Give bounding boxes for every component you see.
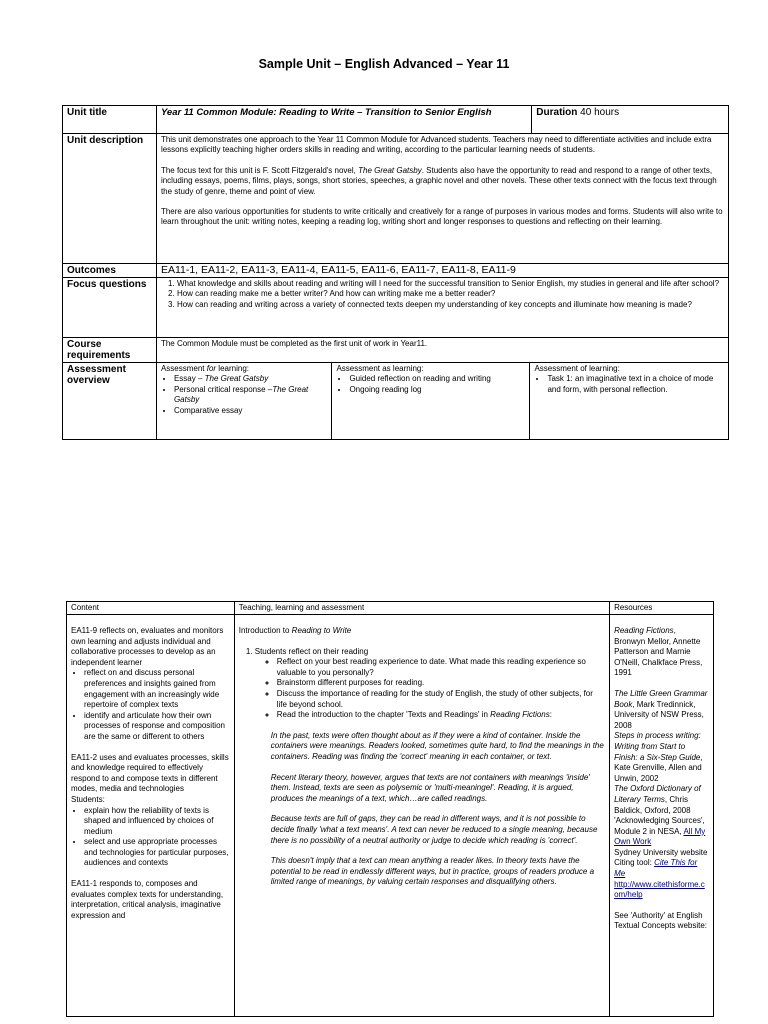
list-item: ◦ Brainstorm different purposes for reading. [277, 678, 605, 689]
list-item: • Ongoing reading log [349, 385, 525, 395]
list-item: • select and use appropriate processes and technologies for particular purposes, audiences and contexts [84, 837, 230, 869]
assessment-of-heading: Assessment of learning: [534, 364, 620, 373]
list-item: • Guided reflection on reading and writing [349, 374, 525, 384]
outcomes-value: EA11-1, EA11-2, EA11-3, EA11-4, EA11-5, EA11-6, EA11-7, EA11-8, EA11-9 [156, 264, 728, 278]
assessment-overview-cell [156, 363, 728, 440]
assessment-for-heading: Assessment for learning: [160, 364, 249, 373]
reading-quote: This doesn't imply that a text can mean anything a reader likes. In theory texts have the potential to be read in endlessly different ways, but in practice, groups of readers produce a limited range of meanings, by valuing certain responses and disqualifying others. [270, 856, 595, 887]
assessment-as-learning [332, 363, 530, 439]
list-item: ◦ Reflect on your best reading experience to date. What made this reading experience so valuable to you personally? [277, 657, 605, 678]
outcome-ea11-2: EA11-2 uses and evaluates processes, skills and knowledge required to effectively respond to and compose texts in different modes, media and technologies [71, 752, 229, 794]
course-requirements-value: The Common Module must be completed as the first unit of work in Year11. [156, 338, 728, 363]
cite-this-for-me-link[interactable]: Cite This for Me [614, 858, 698, 879]
reading-quote: In the past, texts were often thought about as if they were a kind of container. Inside the containers were meanings. Readers looked, sometimes quite hard, to find the meanings in the containers. Reading was finding the 'correct' meaning in each container, or text. [270, 730, 604, 761]
reading-quote: Recent literary theory, however, argues that texts are not containers with meanings 'inside' them. Instead, texts are seen as polysemic or 'multi-meaningel'. Reading, it is argued, produces the meanings of a text, which…are called readings. [270, 772, 590, 803]
teaching-cell [234, 615, 609, 1017]
description-p3: There are also various opportunities for students to write critically and creatively for a range of purposes in various modes and forms. Students will also write to learn throughout the unit: writing notes, keeping a reading log, writing short and longer responses to questions and reflecting on their learning. [160, 207, 723, 227]
outcome-ea11-1: EA11-1 responds to, composes and evaluates complex texts for understanding, interpretation, critical analysis, imaginative expression and [71, 879, 224, 920]
content-header: Content [67, 602, 235, 615]
focus-questions-cell [156, 278, 728, 338]
intro-heading: Introduction to Reading to Write [238, 626, 352, 635]
list-item: • Comparative essay [174, 406, 328, 416]
list-item: • Personal critical response –The Great Gatsby [174, 385, 328, 406]
unit-title-label: Unit title [63, 106, 157, 134]
resource-item: Sydney University website [614, 847, 708, 857]
list-item: ◦ Discuss the importance of reading for the study of English, the study of other subjects, for life beyond school. [277, 689, 605, 710]
resource-item: Reading Fictions, Bronwyn Mellor, Annette Patterson and Marnie O'Neill, Chalkface Press, 1991 [614, 626, 703, 678]
list-item: • Essay – The Great Gatsby [174, 374, 328, 384]
description-p2: The focus text for this unit is F. Scott Fitzgerald's novel, The Great Gatsby. Students also have the opportunity to read and respond to a range of other texts, including essays, poems, films, plays, songs, short stories, speeches, a graphic novel and other novels. These other texts connect with the focus text through the study of genre, theme and point of view. [160, 165, 717, 196]
citethisforme-url-link[interactable]: http://www.citethisforme.com/help [614, 879, 705, 900]
duration-cell [532, 106, 729, 134]
assessment-for-list [161, 374, 328, 416]
resource-item: See 'Authority' at English Textual Concepts website: [614, 910, 708, 931]
resource-item: 'Acknowledging Sources', Module 2 in NESA, All My Own Work [614, 816, 706, 847]
duration-label: Duration [536, 107, 578, 118]
focus-question: 1. What knowledge and skills about reading and writing will I need for the successful transition to Senior English, my studies in general and life after school? [177, 279, 724, 289]
gatsby-title: The Great Gatsby [358, 165, 422, 175]
resource-item: The Oxford Dictionary of Literary Terms, Chris Baldick, Oxford, 2008 [614, 784, 701, 815]
description-cell [156, 134, 728, 264]
focus-questions-label: Focus questions [63, 278, 157, 338]
assessment-for-learning [157, 363, 332, 439]
ea11-9-list [71, 668, 230, 742]
outcomes-label: Outcomes [63, 264, 157, 278]
course-requirements-label: Course requirements [63, 338, 157, 363]
list-item: ◦ Read the introduction to the chapter 'Texts and Readings' in Reading Fictions: [277, 710, 605, 721]
unit-overview-table [62, 105, 729, 440]
step-item: 1. Students reflect on their reading ◦ Reflect on your best reading experience to date. What made this reading experience so valuable to you personally? ◦ Brainstorm different purposes for reading. ◦ Discuss the importance of reading for the study of English, the study of other subjects, for life beyond school. ◦ Read the introduction to the chapter 'Texts and Readings' in Reading Fictions: [255, 647, 605, 721]
assessment-of-learning [530, 363, 728, 439]
outcome-ea11-9: EA11-9 reflects on, evaluates and monitors own learning and adjusts individual and collaborative processes to develop as an independent learner [71, 626, 224, 667]
list-item: • Task 1: an imaginative text in a choice of mode and form, with personal reflection. [547, 374, 724, 395]
assessment-subtable [157, 363, 728, 439]
students-label: Students: [71, 794, 105, 804]
resource-item: The Little Green Grammar Book, Mark Tredinnick, University of NSW Press, 2008 [614, 688, 708, 730]
all-my-own-work-link[interactable]: All My Own Work [614, 826, 706, 847]
assessment-as-list [336, 374, 525, 395]
description-p1: This unit demonstrates one approach to the Year 11 Common Module for Advanced students. Teachers may need to differentiate activities and include extra lessons explicitly teaching higher orders skills in reading and writing, according to the particular learning needs of students. [160, 135, 712, 155]
reading-quote: Because texts are full of gaps, they can be read in different ways, and it is not possible to decide finally 'what a text means'. A text can never be reduced to a single meaning, because there is no possibility of a neutral authority or judge to decide which reading is 'correct'. [270, 814, 598, 845]
resource-item: Citing tool: Cite This for Me [614, 858, 698, 879]
unit-title-value: Year 11 Common Module: Reading to Write – Transition to Senior English [156, 106, 531, 134]
focus-question: 2. How can reading make me a better writer? And how can writing make me a better reader? [177, 289, 724, 299]
step1-list [255, 657, 605, 721]
content-cell [67, 615, 235, 1017]
teaching-header: Teaching, learning and assessment [234, 602, 609, 615]
steps-list [239, 647, 605, 721]
assessment-overview-label: Assessment overview [63, 363, 157, 440]
description-label: Unit description [63, 134, 157, 264]
duration-value: 40 hours [580, 107, 620, 118]
assessment-of-list [534, 374, 724, 395]
focus-question: 3. How can reading and writing across a variety of connected texts deepen my understanding of key concepts and illuminate how meaning is made? [177, 300, 724, 310]
list-item: • identify and articulate how their own processes of response and composition are the same or different to others [84, 711, 230, 743]
assessment-as-heading: Assessment as learning: [336, 364, 424, 373]
resource-item: Steps in process writing: Writing from Start to Finish: a Six-Step Guide, Kate Grenville, Allen and Unwin, 2002 [614, 731, 703, 783]
page-title: Sample Unit – English Advanced – Year 11 [258, 57, 510, 71]
ea11-2-list [71, 806, 230, 870]
resources-header: Resources [610, 602, 714, 615]
content-table [66, 601, 714, 1017]
focus-questions-list [161, 279, 724, 310]
resources-cell [610, 615, 714, 1017]
list-item: • reflect on and discuss personal preferences and insights gained from engagement with an increasingly wide repertoire of complex texts [84, 668, 230, 710]
list-item: • explain how the reliability of texts is shaped and influenced by choices of medium [84, 806, 230, 838]
